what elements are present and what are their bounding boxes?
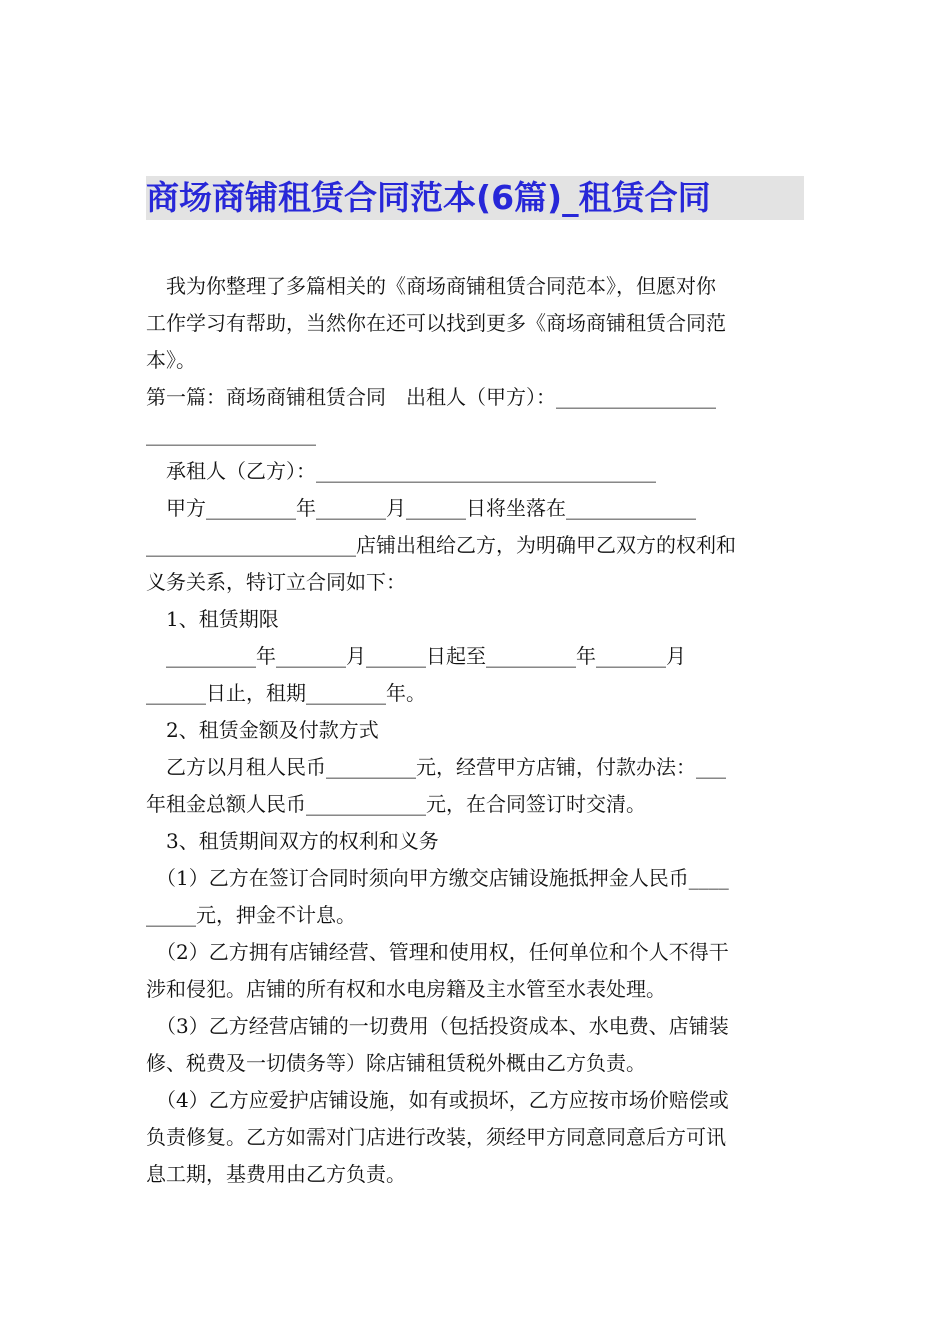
section-heading: 1、租赁期限 (146, 607, 279, 631)
text-line: _____元，押金不计息。 (146, 903, 356, 927)
text-line: 承租人（乙方）：__________________________________ (146, 459, 656, 483)
text-line: （4）乙方应爱护店铺设施，如有或损坏，乙方应按市场价赔偿或 (146, 1088, 729, 1112)
text-line: 年租金总额人民币____________元，在合同签订时交清。 (146, 792, 646, 816)
text-line: （2）乙方拥有店铺经营、管理和使用权，任何单位和个人不得干 (146, 940, 729, 964)
text-line: 乙方以月租人民币_________元，经营甲方店铺，付款办法：___ (146, 755, 726, 779)
text-line: 我为你整理了多篇相关的《商场商铺租赁合同范本》，但愿对你 (146, 274, 716, 298)
text-line: 负责修复。乙方如需对门店进行改装，须经甲方同意同意后方可讯 (146, 1125, 726, 1149)
text-line: ______日止，租期________年。 (146, 681, 426, 705)
text-line: 甲方_________年_______月______日将坐落在_____________ (146, 496, 696, 520)
text-line: 修、税费及一切债务等）除店铺租赁税外概由乙方负责。 (146, 1051, 646, 1075)
text-line: _________________ (146, 422, 316, 446)
text-line: _____________________店铺出租给乙方，为明确甲乙双方的权利和 (146, 533, 736, 557)
section-heading: 3、租赁期间双方的权利和义务 (146, 829, 439, 853)
section-heading: 2、租赁金额及付款方式 (146, 718, 379, 742)
text-line: 工作学习有帮助，当然你在还可以找到更多《商场商铺租赁合同范 (146, 311, 726, 335)
text-line: _________年_______月______日起至_________年_______月 (146, 644, 686, 668)
text-line: 本》。 (146, 348, 196, 372)
text-line: （1）乙方在签订合同时须向甲方缴交店铺设施抵押金人民币____ (146, 866, 729, 890)
text-line: 息工期，基费用由乙方负责。 (146, 1162, 406, 1186)
text-line: 义务关系，特订立合同如下： (146, 570, 406, 594)
text-line: （3）乙方经营店铺的一切费用（包括投资成本、水电费、店铺装 (146, 1014, 729, 1038)
document-title: 商场商铺租赁合同范本(6篇)_租赁合同 (146, 176, 804, 220)
text-line: 第一篇：商场商铺租赁合同 出租人（甲方）：________________ (146, 385, 716, 409)
text-line: 涉和侵犯。店铺的所有权和水电房籍及主水管至水表处理。 (146, 977, 666, 1001)
